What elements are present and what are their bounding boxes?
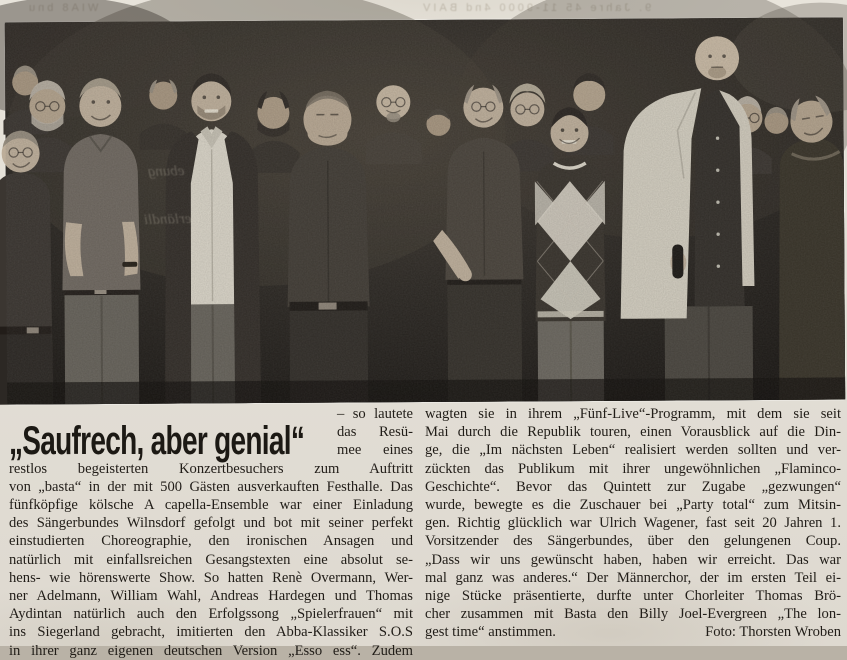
- article-right-lines: [425, 405, 841, 623]
- article-column-left: [9, 405, 413, 660]
- text-line: gen. Richtig glücklich war Ulrich Wagener, fast seit 20 Jahren 1.: [425, 515, 841, 532]
- article-headline: [9, 405, 330, 463]
- bleedthrough-ghost-text: erländli: [143, 211, 192, 229]
- text-line: fünfköpfige kölsche A capella-Ensemble war einer Einladung: [9, 497, 413, 514]
- text-line: cher zusammen mit Basta den Billy Joel-Evergreen „The lon-: [425, 606, 841, 623]
- text-line: wagten sie in ihrem „Fünf-Live“-Programm, mit dem sie seit: [425, 406, 841, 422]
- text-line: wurde, bewegte es die Zuschauer bei „Party total“ zum Mitsin-: [425, 497, 841, 514]
- text-line: einstudierten Choreographie, den ironischen Ansagen und: [9, 533, 413, 550]
- article-last-line: [425, 623, 841, 641]
- article-last-line-text: gest time“ anstimmen.: [425, 624, 556, 641]
- bleedthrough-text: WIA8 bnu: [26, 2, 99, 14]
- bleedthrough-text: 9. Jahre 45 11-9000 4nd BAIV: [420, 2, 652, 14]
- text-line: Geschichte“. Bevor das Quintett zur Zugabe „gezwungen“: [425, 478, 841, 495]
- text-line: Aydintan natürlich auch den Erfolgssong „Spielerfrauen“ mit: [9, 606, 413, 623]
- photo-credit: Foto: Thorsten Wroben: [705, 624, 841, 641]
- article-column-right: [425, 405, 841, 660]
- text-line: Vorsitzender des Sängerbundes, über den gelungenen Coup.: [425, 533, 841, 550]
- text-line: – so lautete: [337, 406, 413, 422]
- text-line: mal ganz was anderes.“ Der Männerchor, der im ersten Teil ei-: [425, 569, 841, 586]
- text-line: mee eines restlos begeisterten Konzertbesuchers zum Auftritt: [9, 442, 413, 477]
- text-line: in ihrer ganz eigenen deutschen Version „Esso ess“. Zudem: [9, 642, 413, 659]
- text-line: ins Siegerland gebracht, imitierten den Abba-Klassiker S.O.S: [9, 624, 413, 641]
- news-photo-illustration: [5, 17, 845, 404]
- text-line: natürlich mit einfallsreichen Gesangstexten eine absolut se-: [9, 551, 413, 568]
- text-line: hens- wie hörenswerte Show. So hatten Renè Overmann, Wer-: [9, 569, 413, 586]
- text-line: „Dass wir uns gewünscht haben, haben wir erreicht. Das war: [425, 551, 841, 568]
- text-line: ner Adelmann, William Wahl, Andreas Hardegen und Thomas: [9, 588, 413, 605]
- article-body: [9, 405, 841, 660]
- text-line: Mai durch die Republik touren, einen Vorausblick auf die Din-: [425, 424, 841, 441]
- bleedthrough-ghost-text: ebung: [147, 163, 185, 181]
- text-line: ge, die „Im nächsten Leben“ realisiert werden sollten und ver-: [425, 442, 841, 459]
- text-line: das Resü-: [337, 424, 413, 441]
- news-photo: [5, 17, 845, 404]
- text-line: des Sängerbundes Wilnsdorf gefolgt und bot mit seiner perfekt: [9, 515, 413, 532]
- text-line: nige Stücke präsentierte, durfte unter Chorleiter Thomas Brö-: [425, 588, 841, 605]
- text-line: zückten das Publikum mit ihrer ungewöhnlichen „Flaminco-: [425, 460, 841, 477]
- headline-text: „Saufrech, aber genial“: [9, 418, 305, 463]
- text-line: von „basta“ in der mit 500 Gästen ausverkauften Festhalle. Das: [9, 478, 413, 495]
